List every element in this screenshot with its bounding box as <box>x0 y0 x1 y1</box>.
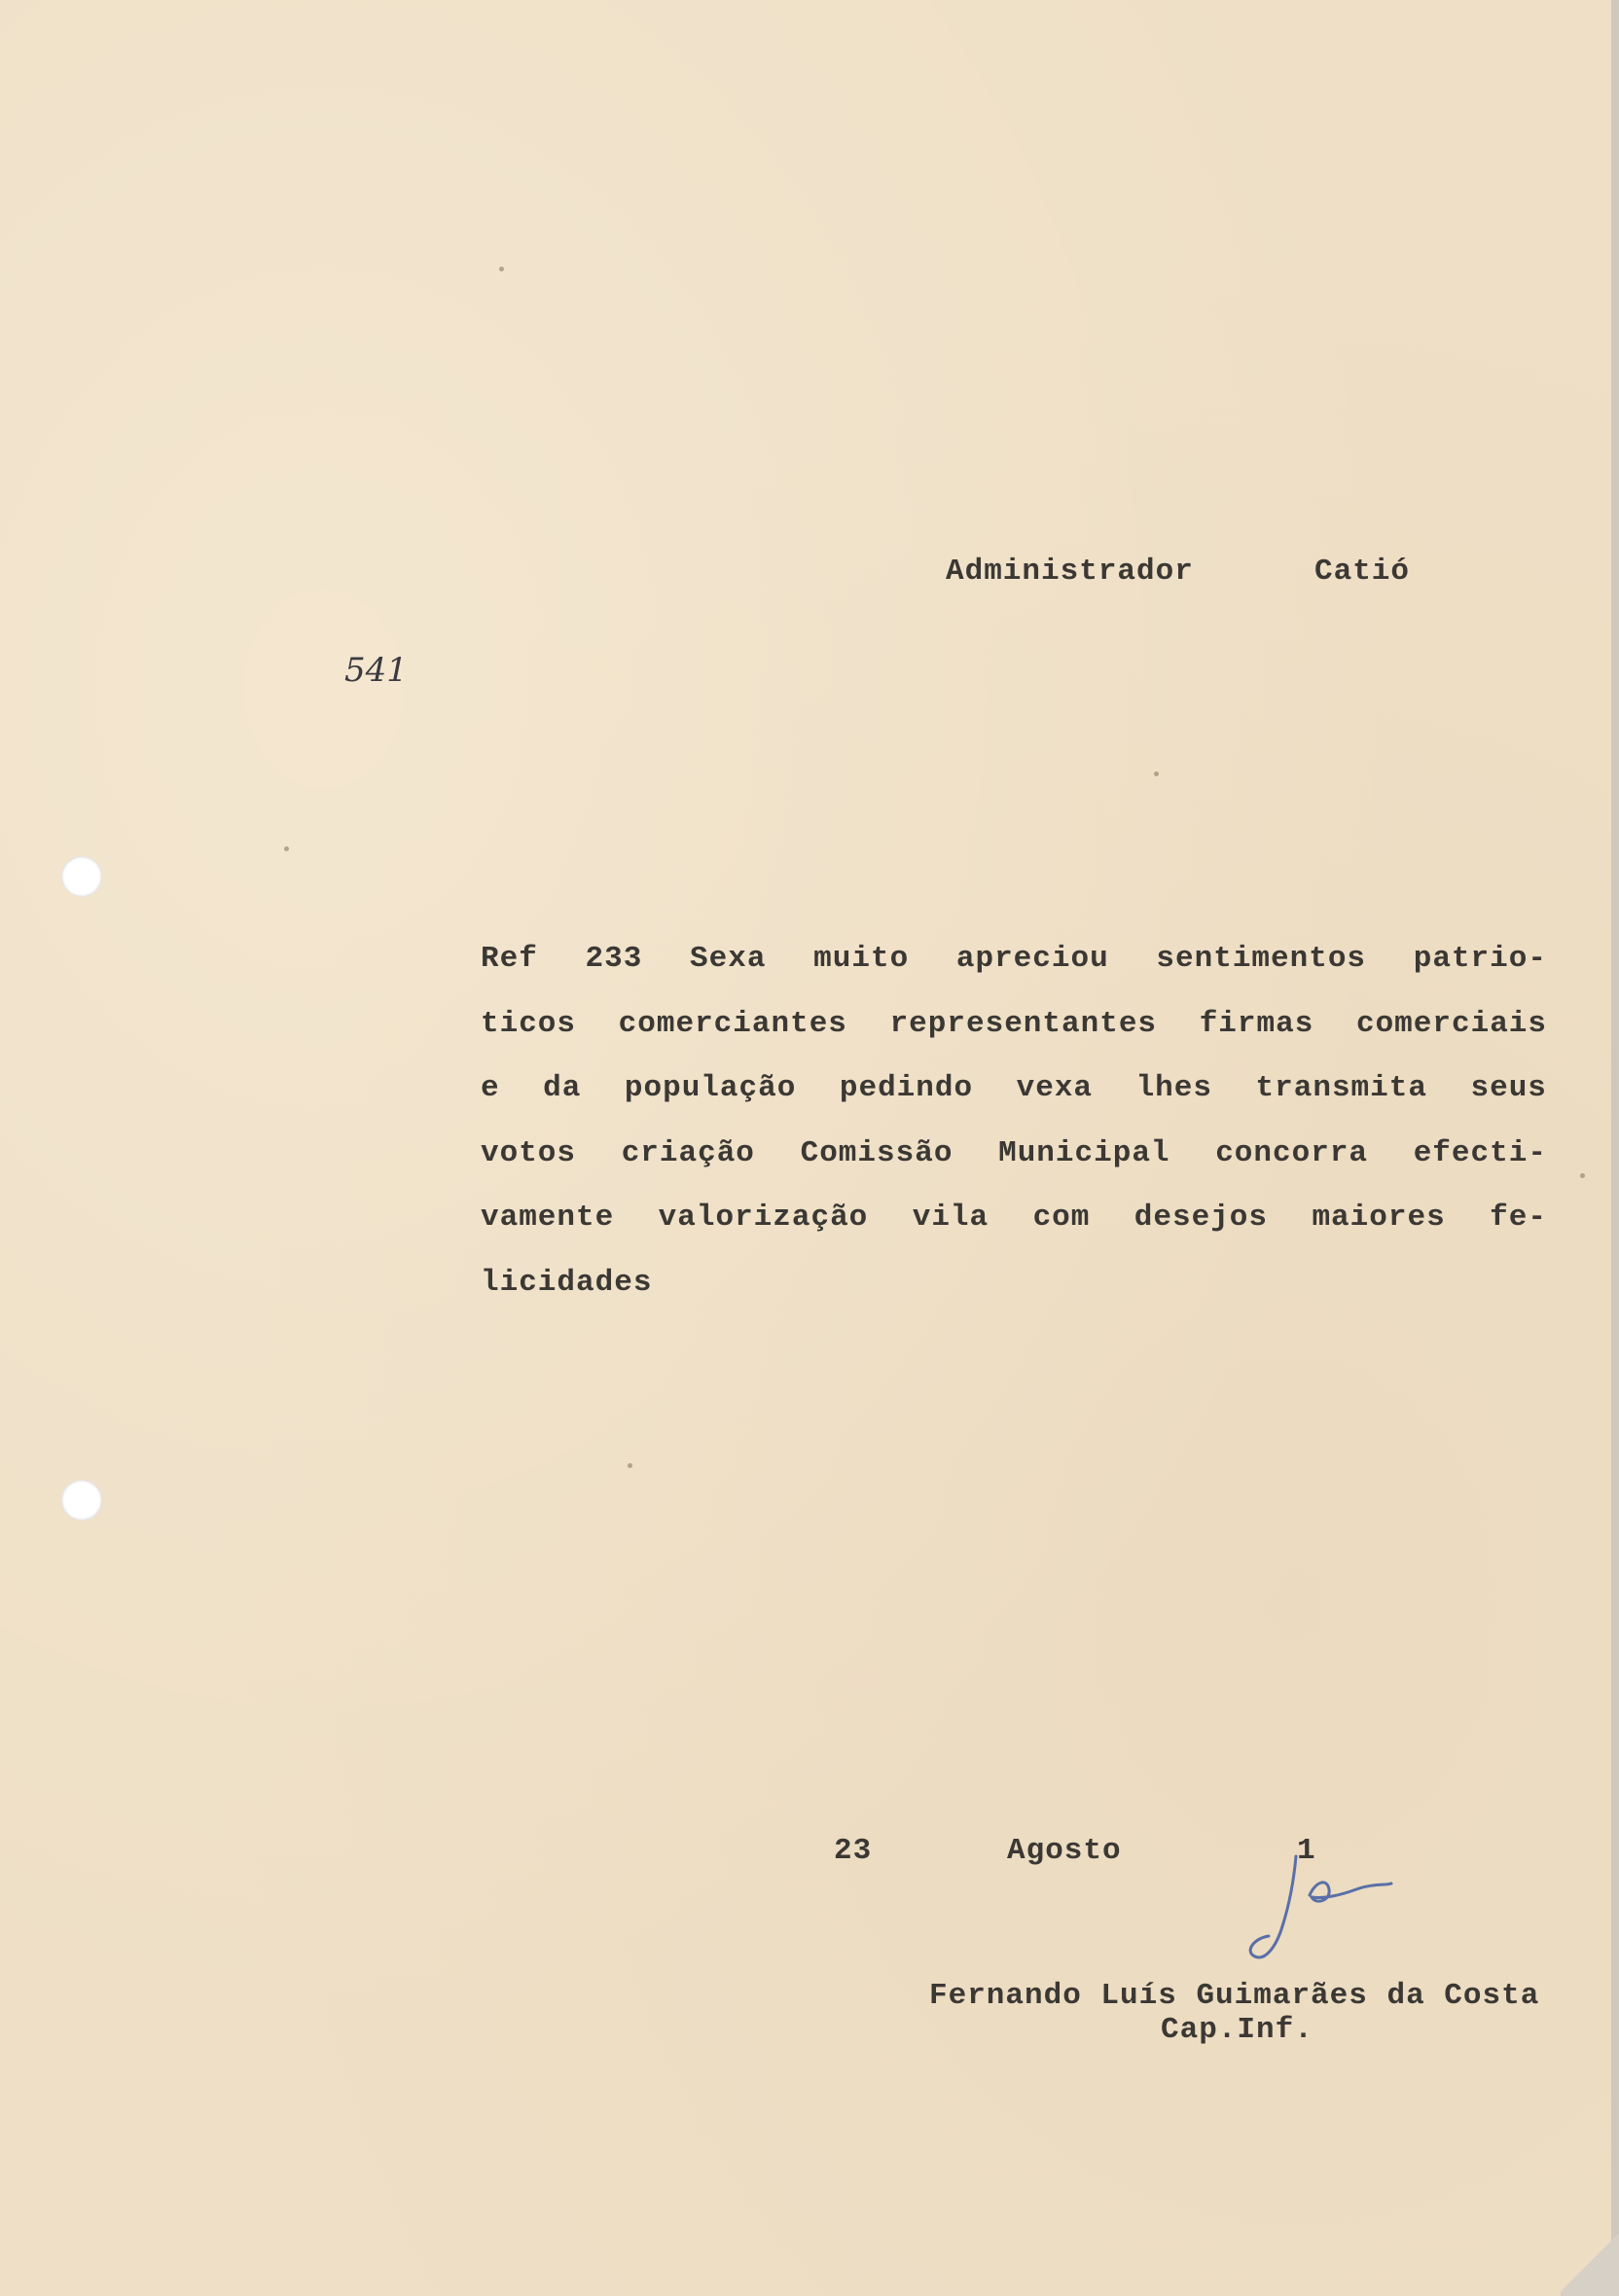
body-word: Municipal <box>998 1135 1170 1170</box>
reference-number: 541 <box>344 651 408 690</box>
body-word: e <box>481 1071 500 1105</box>
body-word: população <box>624 1071 797 1105</box>
paper-speck <box>628 1463 632 1468</box>
body-word: Comissão <box>800 1135 953 1170</box>
body-word: valorização <box>658 1201 869 1235</box>
date-year-fragment: 1 <box>1297 1834 1316 1868</box>
body-line <box>481 1069 1547 1134</box>
body-line <box>481 940 1547 1005</box>
body-word: muito <box>813 942 910 976</box>
body-word: representantes <box>889 1006 1158 1041</box>
recipient-title: Administrador <box>946 555 1194 589</box>
body-word: lhes <box>1135 1071 1212 1105</box>
body-word: efecti- <box>1413 1135 1547 1170</box>
body-word: da <box>543 1071 582 1105</box>
handwritten-signature <box>1226 1848 1421 1975</box>
body-word: comerciais <box>1355 1006 1547 1041</box>
message-body <box>481 940 1547 1328</box>
body-word: patrio- <box>1413 942 1547 976</box>
body-line <box>481 1134 1547 1200</box>
page-corner <box>1561 2228 1619 2296</box>
body-word: vamente <box>481 1201 615 1235</box>
body-word: Sexa <box>690 942 767 976</box>
date-day: 23 <box>834 1834 873 1868</box>
body-word: pedindo <box>839 1071 974 1105</box>
body-word: criação <box>621 1135 755 1170</box>
body-word: transmita <box>1255 1071 1427 1105</box>
body-word: 233 <box>585 942 643 976</box>
signatory-name: Fernando Luís Guimarães da Costa <box>929 1979 1540 2013</box>
paper-speck <box>1580 1173 1585 1178</box>
date-month: Agosto <box>1007 1834 1122 1868</box>
body-word: sentimentos <box>1156 942 1367 976</box>
body-line <box>481 1005 1547 1070</box>
body-word: vila <box>912 1201 989 1235</box>
body-word: ticos <box>481 1006 577 1041</box>
body-word: concorra <box>1215 1135 1369 1170</box>
body-word: Ref <box>481 942 538 976</box>
body-word: com <box>1032 1201 1091 1235</box>
punch-hole-top <box>61 856 102 897</box>
body-word: fe- <box>1490 1201 1547 1235</box>
recipient-place: Catió <box>1314 555 1411 589</box>
body-word: vexa <box>1016 1071 1094 1105</box>
body-word: apreciou <box>955 942 1109 976</box>
paper-speck <box>499 267 504 271</box>
body-word: firmas <box>1199 1006 1314 1041</box>
body-word: votos <box>481 1135 577 1170</box>
paper-speck <box>1154 771 1159 776</box>
body-line <box>481 1264 1547 1329</box>
body-word: licidades <box>481 1265 653 1300</box>
body-line <box>481 1199 1547 1264</box>
body-word: comerciantes <box>618 1006 847 1041</box>
body-word: maiores <box>1312 1201 1446 1235</box>
page-edge <box>1611 0 1619 2296</box>
signatory-rank: Cap.Inf. <box>1161 2013 1313 2047</box>
paper-speck <box>284 846 289 851</box>
punch-hole-bottom <box>61 1480 102 1521</box>
body-word: seus <box>1470 1071 1547 1105</box>
body-word: desejos <box>1133 1201 1269 1235</box>
